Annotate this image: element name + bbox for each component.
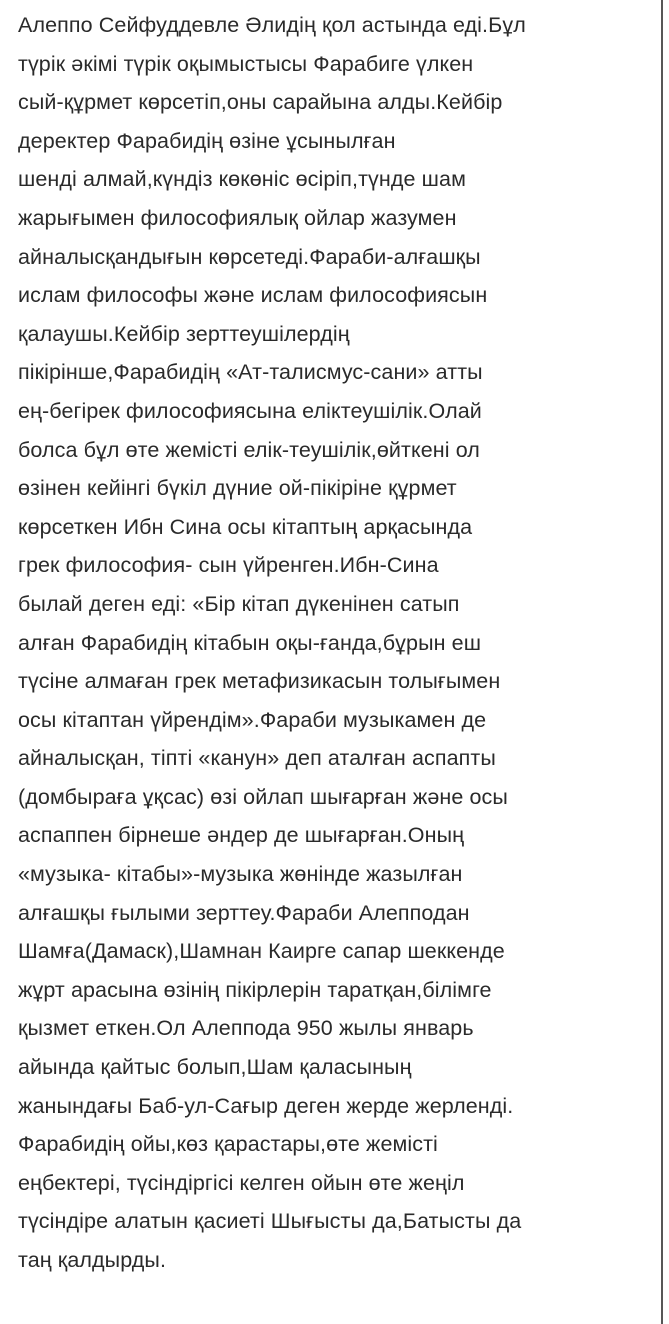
text-line: Шамға(Дамаск),Шамнан Каирге сапар шеккенде [18,939,505,964]
text-line: былай деген еді: «Бір кітап дүкенінен сатып [18,591,460,616]
text-line: түрік әкімі түрік оқымыстысы Фарабиге үлкен [18,51,474,76]
text-line: өзінен кейінгі бүкіл дүние ой-пікіріне құрмет [18,476,457,501]
text-line: қызмет еткен.Ол Алеппода 950 жылы январь [18,1016,474,1041]
text-line: түсіндіре алатын қасиеті Шығысты да,Батысты да [18,1209,522,1234]
text-line: грек философия- сын үйренген.Ибн-Сина [18,553,439,578]
text-line: жанындағы Баб-ул-Сағыр деген жерде жерленді. [18,1093,514,1118]
text-line: сый-құрмет көрсетіп,оны сарайына алды.Кейбір [18,90,503,115]
right-border [655,0,669,1324]
text-line: алған Фарабидің кітабын оқы-ғанда,бұрын еш [18,630,482,655]
text-line: алғашқы ғылыми зерттеу.Фараби Алепподан [18,900,470,925]
text-line: аспаппен бірнеше әндер де шығарған.Оның [18,823,465,848]
text-line: шенді алмай,күндіз көкөніс өсіріп,түнде шам [18,167,466,192]
text-line: пікірінше,Фарабидің «Ат-талисмус-сани» атты [18,360,483,385]
text-line: таң қалдырды. [18,1248,167,1272]
text-line: Фарабидің ойы,көз қарастары,өте жемісті [18,1132,438,1157]
text-line: айналысқандығын көрсетеді.Фараби-алғашқы [18,244,481,269]
text-line: айналысқан, тіпті «канун» деп аталған аспапты [18,746,496,771]
text-line: ең-бегірек философиясына еліктеушілік.Олай [18,398,482,423]
text-line: (домбыраға ұқсас) өзі ойлап шығарған және осы [18,784,508,809]
text-line: Алеппо Сейфуддевле Әлидің қол астында еді.Бұл [18,13,526,37]
text-line: түсіне алмаған грек метафизикасын толығымен [18,669,501,694]
text-line: қалаушы.Кейбір зерттеушілердің [18,321,350,346]
text-line: жұрт арасына өзінің пікірлерін таратқан,білімге [18,977,492,1002]
border-rule [661,0,663,1324]
text-line: болса бұл өте жемісті елік-теушілік,өйткені ол [18,437,480,462]
text-line: осы кітаптан үйрендім».Фараби музыкамен де [18,707,487,732]
text-line: деректер Фарабидің өзіне ұсынылған [18,128,396,153]
text-line: жарығымен философиялық ойлар жазумен [18,205,457,230]
document-text [18,10,644,1284]
text-line: ислам философы және ислам философиясын [18,283,488,308]
text-line: айында қайтыс болып,Шам қаласының [18,1055,412,1080]
text-line: көрсеткен Ибн Сина осы кітаптың арқасында [18,514,473,539]
text-line: «музыка- кітабы»-музыка жөнінде жазылған [18,862,463,887]
text-line: еңбектері, түсіндіргісі келген ойын өте жеңіл [18,1170,465,1195]
